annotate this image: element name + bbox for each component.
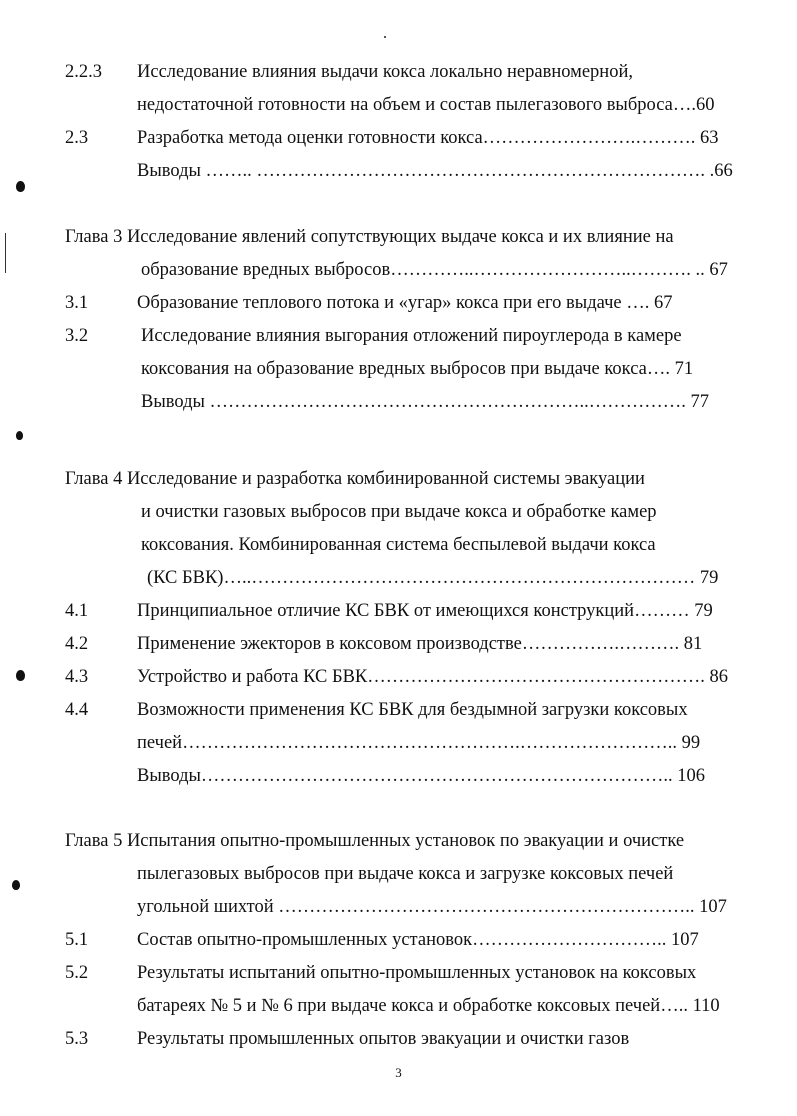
toc-entry-number: 3.1 <box>65 293 89 313</box>
toc-chapter-heading: Глава 3 Исследование явлений сопутствующих выдаче кокса и их влияние на <box>65 227 674 247</box>
toc-chapter-heading: коксования. Комбинированная система беспылевой выдачи кокса <box>141 535 656 555</box>
toc-entry-text: недостаточной готовности на объем и состав пылегазового выброса….60 <box>137 95 715 115</box>
toc-chapter-heading: Глава 4 Исследование и разработка комбинированной системы эвакуации <box>65 469 645 489</box>
toc-entry-number: 4.3 <box>65 667 89 687</box>
toc-chapter-heading: образование вредных выбросов…………..……………………..………. .. 67 <box>141 260 728 280</box>
toc-chapter-heading: (КС БВК)…..……………………………………………………………… 79 <box>147 568 719 588</box>
toc-chapter-heading: пылегазовых выбросов при выдаче кокса и загрузке коксовых печей <box>137 864 674 884</box>
toc-conclusions: Выводы ……………………………………………………..……………. 77 <box>141 392 710 412</box>
toc-conclusions: Выводы …….. ………………………………………………………………. .66 <box>137 161 733 181</box>
toc-entry-text: Результаты испытаний опытно-промышленных установок на коксовых <box>137 963 697 983</box>
toc-entry-text: Исследование влияния выгорания отложений пироуглерода в камере <box>141 326 682 346</box>
toc-entry-text: Принципиальное отличие КС БВК от имеющихся конструкций……… 79 <box>137 601 713 621</box>
toc-chapter-heading: угольной шихтой ………………………………………………………….. 107 <box>137 897 727 917</box>
toc-entry-text: Устройство и работа КС БВК………………………………………………. 86 <box>137 667 729 687</box>
binding-hole-mark <box>12 880 20 890</box>
toc-entry-text: Результаты промышленных опытов эвакуации и очистки газов <box>137 1029 630 1049</box>
toc-chapter-heading: и очистки газовых выбросов при выдаче кокса и обработке камер <box>141 502 657 522</box>
binding-hole-mark <box>16 670 25 681</box>
scan-speck <box>384 36 386 38</box>
toc-entry-text: Применение эжекторов в коксовом производстве…………….………. 81 <box>137 634 703 654</box>
toc-chapter-heading: Глава 5 Испытания опытно-промышленных установок по эвакуации и очистке <box>65 831 685 851</box>
toc-entry-number: 5.3 <box>65 1029 89 1049</box>
binding-hole-mark <box>16 431 23 440</box>
toc-entry-number: 3.2 <box>65 326 89 346</box>
toc-entry-number: 2.3 <box>65 128 89 148</box>
toc-entry-number: 5.1 <box>65 930 89 950</box>
toc-entry-number: 2.2.3 <box>65 62 102 82</box>
toc-entry-text: Состав опытно-промышленных установок………………………….. 107 <box>137 930 699 950</box>
toc-entry-number: 5.2 <box>65 963 89 983</box>
toc-entry-text: Образование теплового потока и «угар» кокса при его выдаче …. 67 <box>137 293 673 313</box>
toc-entry-text: Исследование влияния выдачи кокса локально неравномерной, <box>137 62 633 82</box>
page-number: 3 <box>395 1065 402 1080</box>
toc-entry-number: 4.2 <box>65 634 89 654</box>
toc-entry-number: 4.4 <box>65 700 89 720</box>
toc-entry-text: батареях № 5 и № 6 при выдаче кокса и обработке коксовых печей….. 110 <box>137 996 720 1016</box>
binding-hole-mark <box>16 181 25 192</box>
toc-entry-number: 4.1 <box>65 601 89 621</box>
scan-margin-line <box>5 233 6 273</box>
toc-entry-text: Возможности применения КС БВК для бездымной загрузки коксовых <box>137 700 688 720</box>
toc-conclusions: Выводы………………………………………………………………….. 106 <box>137 766 706 786</box>
toc-entry-text: Разработка метода оценки готовности кокса…………………….………. 63 <box>137 128 719 148</box>
toc-entry-text: печей……………………………………………….…………………….. 99 <box>137 733 701 753</box>
toc-entry-text: коксования на образование вредных выбросов при выдаче кокса…. 71 <box>141 359 694 379</box>
